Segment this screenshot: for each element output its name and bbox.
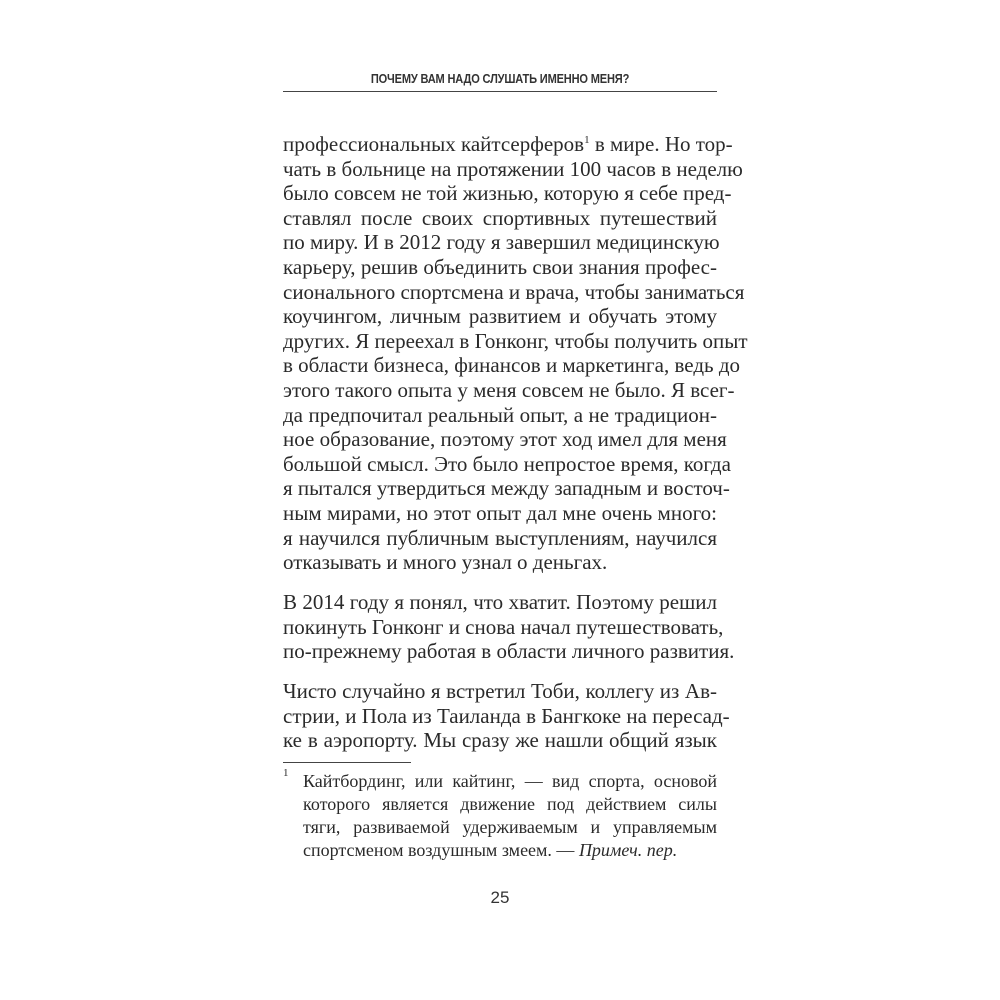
translator-note: Примеч. пер. [578, 840, 678, 860]
paragraph-3 [283, 679, 730, 753]
text-span: спортсменом воздушным змеем. — [303, 840, 579, 860]
footnote-line: Кайтбординг, или кайтинг, — вид спорта, основой [303, 771, 717, 791]
text-line: других. Я переехал в Гонконг, чтобы получить опыт [283, 328, 748, 353]
footnote [283, 767, 717, 862]
text-line: большой смысл. Это было непростое время, когда [283, 451, 731, 476]
text-line: сионального спортсмена и врача, чтобы заниматься [283, 279, 745, 304]
text-line: по миру. И в 2012 году я завершил медицинскую [283, 230, 720, 255]
text-line: я научился публичным выступлениям, научился [283, 525, 717, 550]
text-line [283, 132, 733, 157]
text-line: я пытался утвердиться между западным и восточ- [283, 476, 730, 501]
text-line: этого такого опыта у меня совсем не было. Я всег- [283, 377, 735, 402]
page-number: 25 [490, 888, 510, 907]
text-line: по-прежнему работая в области личного развития. [283, 639, 735, 664]
text-line: ставлял после своих спортивных путешествий [283, 205, 717, 230]
text-line: покинуть Гонконг и снова начал путешествовать, [283, 614, 724, 639]
text-line: чать в больнице на протяжении 100 часов в неделю [283, 156, 743, 181]
text-line: коучингом, личным развитием и обучать этому [283, 304, 717, 329]
text-line: карьеру, решив объединить свои знания профес- [283, 254, 717, 279]
text-line: в области бизнеса, финансов и маркетинга, ведь до [283, 353, 741, 378]
header-rule [283, 91, 717, 92]
paragraph-1 [283, 132, 748, 575]
body-text [283, 132, 748, 753]
footnote-line [283, 839, 717, 862]
text-line: В 2014 году я понял, что хватит. Поэтому решил [283, 590, 717, 615]
footnote-rule [283, 762, 411, 763]
text-span: профессиональных кайтсерферов [283, 132, 585, 156]
text-line: да предпочитал реальный опыт, а не традицион- [283, 402, 717, 427]
text-line: стрии, и Пола из Таиланда в Бангкоке на пересад- [283, 703, 730, 728]
text-line: ное образование, поэтому этот ход имел для меня [283, 427, 727, 452]
footnote-mark: 1 [283, 767, 289, 779]
text-line: ке в аэропорту. Мы сразу же нашли общий язык [283, 728, 717, 753]
text-line: было совсем не той жизнью, которую я себе пред- [283, 181, 732, 206]
footnote-line: тяги, развиваемой удерживаемым и управляемым [303, 817, 717, 837]
footnote-line: которого является движение под действием силы [303, 794, 717, 814]
paragraph-2 [283, 590, 735, 664]
footnote-reference[interactable]: 1 [584, 134, 590, 146]
running-header: ПОЧЕМУ ВАМ НАДО СЛУШАТЬ ИМЕННО МЕНЯ? [370, 71, 630, 86]
text-span: в мире. Но тор- [589, 132, 733, 156]
text-line: отказывать и много узнал о деньгах. [283, 550, 608, 575]
text-line: Чисто случайно я встретил Тоби, коллегу из Ав- [283, 679, 717, 704]
text-line: ным мирами, но этот опыт дал мне очень много: [283, 500, 717, 525]
